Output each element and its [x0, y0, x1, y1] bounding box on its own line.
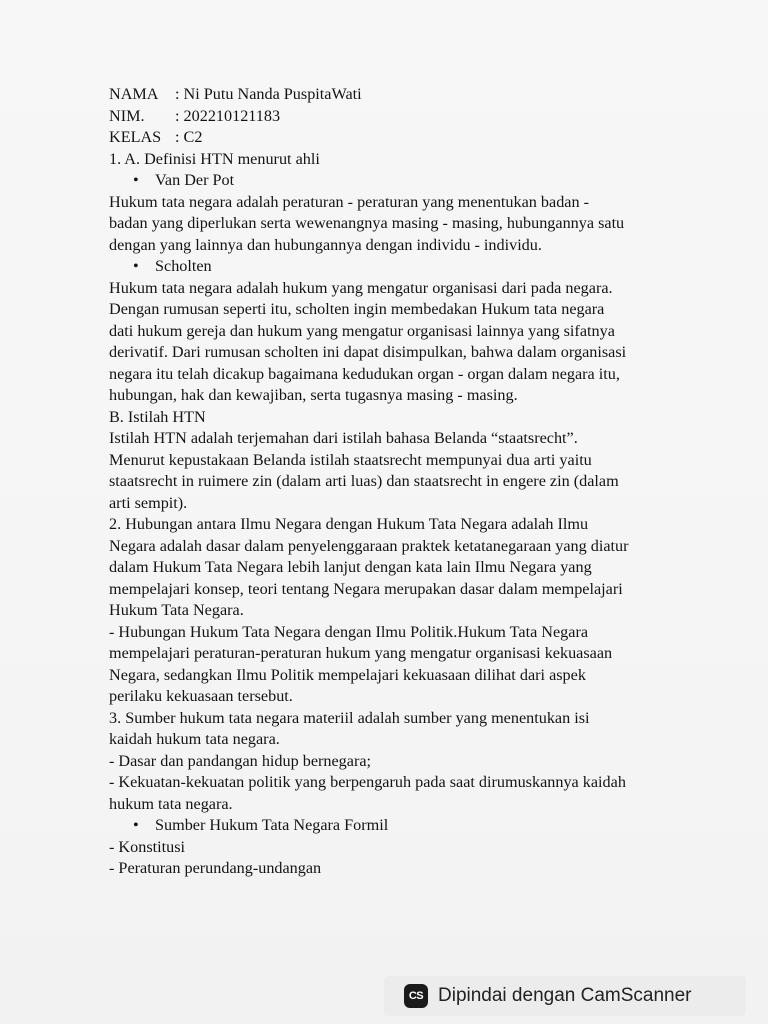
kelas-label: KELAS [109, 128, 162, 146]
bullet-item [109, 170, 669, 192]
nama-value: : Ni Putu Nanda PuspitaWati [175, 85, 362, 103]
paragraph-line: dalam Hukum Tata Negara lebih lanjut dengan kata lain Ilmu Negara yang [109, 558, 592, 576]
bullet-icon: • [133, 171, 139, 189]
watermark-text: Dipindai dengan CamScanner [438, 985, 692, 1006]
paragraph-line: dati hukum gereja dan hukum yang mengatur organisasi lainnya yang sifatnya [109, 321, 615, 340]
paragraph-line: hubungan, hak dan kewajiban, serta tugasnya masing - masing. [109, 386, 518, 404]
paragraph-line: Negara, sedangkan Ilmu Politik mempelajari kekuasaan dilihat dari aspek [109, 665, 586, 684]
paragraph-line: derivatif. Dari rumusan scholten ini dapat disimpulkan, bahwa dalam organisasi [109, 343, 627, 361]
paragraph-line: staatsrecht in ruimere zin (dalam arti luas) dan staatsrecht in engere zin (dalam [109, 472, 619, 490]
paragraph-line: negara itu telah dicakup bagaimana kedudukan organ - organ dalam negara itu, [109, 364, 620, 383]
document-page [109, 84, 669, 880]
bullet-item [109, 256, 669, 278]
nim-row [109, 106, 669, 128]
nim-label: NIM. [109, 106, 145, 125]
camscanner-watermark [384, 976, 746, 1016]
paragraph-line: Hukum tata negara adalah hukum yang mengatur organisasi dari pada negara. [109, 278, 613, 297]
paragraph-line: - Hubungan Hukum Tata Negara dengan Ilmu Politik.Hukum Tata Negara [109, 622, 589, 641]
paragraph-line: Dengan rumusan seperti itu, scholten ingin membedakan Hukum tata negara [109, 300, 605, 318]
bullet-text: Scholten [155, 257, 212, 275]
paragraph-line: - Peraturan perundang-undangan [109, 859, 322, 877]
paragraph-line: Negara adalah dasar dalam penyelenggaraan praktek ketatanegaraan yang diatur [109, 536, 629, 555]
paragraph-line: perilaku kekuasaan tersebut. [109, 687, 293, 705]
paragraph-line: arti sempit). [109, 493, 188, 512]
paragraph-line: mempelajari konsep, teori tentang Negara merupakan dasar dalam mempelajari [109, 579, 623, 598]
paragraph-line: hukum tata negara. [109, 794, 233, 813]
bullet-icon: • [133, 257, 139, 275]
paragraph-line: - Kekuatan-kekuatan politik yang berpengaruh pada saat dirumuskannya kaidah [109, 773, 626, 791]
paragraph-line: badan yang diperlukan serta wewenangnya masing - masing, hubungannya satu [109, 214, 625, 232]
kelas-row [109, 127, 669, 149]
section-heading: B. Istilah HTN [109, 407, 206, 426]
paragraph-line: Istilah HTN adalah terjemahan dari istilah bahasa Belanda “staatsrecht”. [109, 429, 578, 447]
paragraph-line: dengan yang lainnya dan hubungannya dengan individu - individu. [109, 235, 542, 254]
paragraph-line: Hukum tata negara adalah peraturan - peraturan yang menentukan badan - [109, 192, 590, 211]
paragraph-line: kaidah hukum tata negara. [109, 730, 280, 748]
bullet-text: Sumber Hukum Tata Negara Formil [155, 816, 389, 834]
paragraph-line: 2. Hubungan antara Ilmu Negara dengan Hukum Tata Negara adalah Ilmu [109, 515, 589, 533]
paragraph-line: Menurut kepustakaan Belanda istilah staatsrecht mempunyai dua arti yaitu [109, 450, 592, 469]
section-heading: 1. A. Definisi HTN menurut ahli [109, 149, 320, 168]
paragraph-line: 3. Sumber hukum tata negara materiil adalah sumber yang menentukan isi [109, 708, 590, 727]
nim-value: : 202210121183 [175, 106, 281, 125]
paragraph-line: mempelajari peraturan-peraturan hukum yang mengatur organisasi kekuasaan [109, 644, 613, 662]
nama-label: NAMA [109, 85, 159, 103]
bullet-icon: • [133, 816, 139, 834]
bullet-text: Van Der Pot [155, 171, 235, 189]
camscanner-logo-icon: CS [404, 984, 428, 1008]
nama-row [109, 84, 669, 106]
kelas-value: : C2 [175, 128, 203, 146]
bullet-item [109, 815, 669, 837]
paragraph-line: Hukum Tata Negara. [109, 601, 244, 619]
paragraph-line: - Dasar dan pandangan hidup bernegara; [109, 751, 372, 770]
paragraph-line: - Konstitusi [109, 837, 185, 856]
